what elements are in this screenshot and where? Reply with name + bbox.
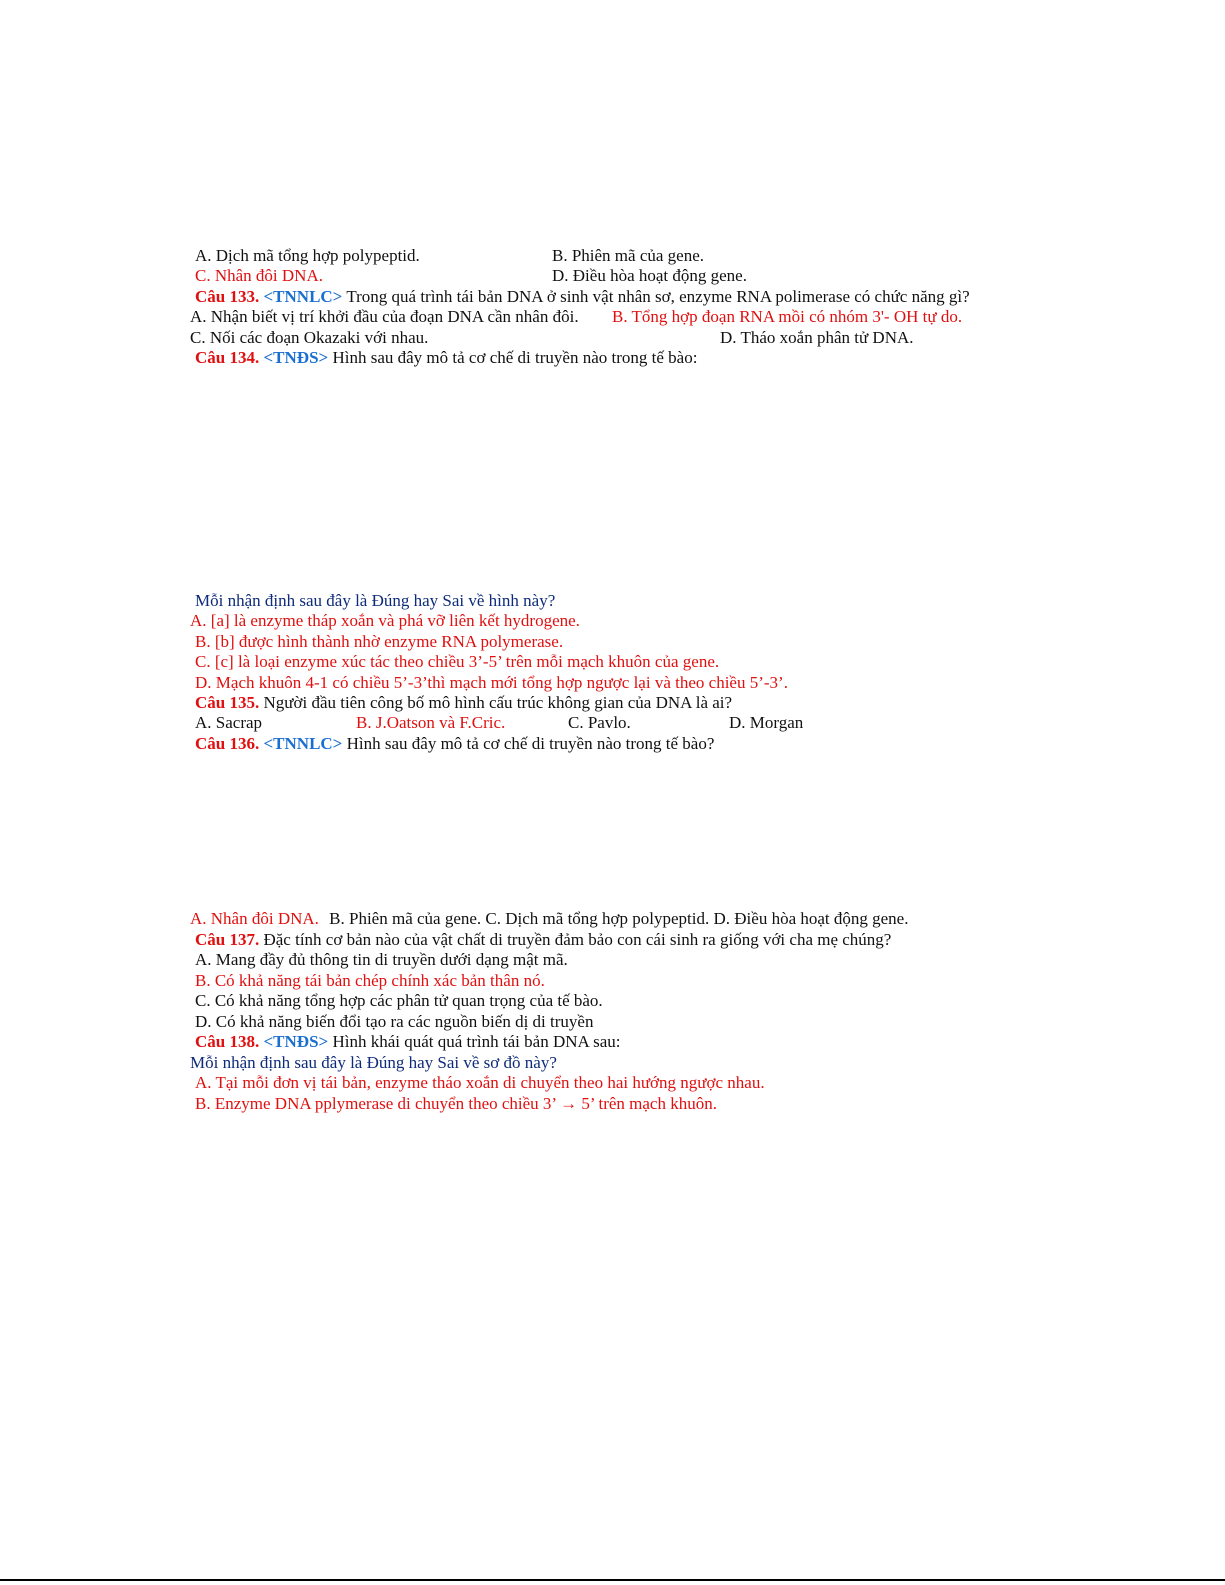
q133-question [195,287,970,307]
q133-option-d: D. Tháo xoắn phân tử DNA. [720,328,914,347]
q135-option-b: B. J.Oatson và F.Cric. [356,713,506,732]
q136-option-a: A. Nhân đôi DNA. [190,909,319,928]
q138-tag: <TNĐS> [263,1032,329,1051]
q136-tag: <TNNLC> [263,734,343,753]
q135-number: Câu 135. [195,693,260,712]
q134-number: Câu 134. [195,348,260,367]
q136-number: Câu 136. [195,734,260,753]
q137-option-b: B. Có khả năng tái bản chép chính xác bản thân nó. [195,971,545,990]
q133-option-b: B. Tổng hợp đoạn RNA mồi có nhóm 3'- OH tự do. [612,307,963,326]
q134-statement-b: B. [b] được hình thành nhờ enzyme RNA polymerase. [195,632,564,651]
q133-tag: <TNNLC> [263,287,343,306]
q138-prompt: Mỗi nhận định sau đây là Đúng hay Sai về sơ đồ này? [190,1053,557,1072]
q132-option-a: A. Dịch mã tổng hợp polypeptid. [195,246,420,265]
q135-option-a: A. Sacrap [195,713,263,732]
q138-question [195,1032,620,1052]
q134-statement-c: C. [c] là loại enzyme xúc tác theo chiều 3’-5’ trên mỗi mạch khuôn của gene. [195,652,720,671]
q133-text: Trong quá trình tái bản DNA ở sinh vật nhân sơ, enzyme RNA polimerase có chức năng gì? [346,287,970,306]
q137-number: Câu 137. [195,930,260,949]
q137-option-a: A. Mang đầy đủ thông tin di truyền dưới dạng mật mã. [195,950,568,969]
q135-option-c: C. Pavlo. [568,713,631,732]
page-bottom-rule [0,1579,1225,1581]
q136-options-rest: B. Phiên mã của gene. C. Dịch mã tổng hợp polypeptid. D. Điều hòa hoạt động gene. [329,909,909,928]
q133-option-a: A. Nhận biết vị trí khởi đầu của đoạn DNA cần nhân đôi. [190,307,579,326]
q132-option-b: B. Phiên mã của gene. [552,246,705,265]
q138-statement-b: B. Enzyme DNA pplymerase di chuyển theo chiều 3’ → 5’ trên mạch khuôn. [195,1094,717,1113]
q137-option-c: C. Có khả năng tổng hợp các phân tử quan trọng của tế bào. [195,991,603,1010]
q135-question [195,693,732,713]
q137-text: Đặc tính cơ bản nào của vật chất di truyền đảm bảo con cái sinh ra giống với cha mẹ chúng? [263,930,892,949]
q136-options [190,909,908,929]
q134-statement-d: D. Mạch khuôn 4-1 có chiều 5’-3’thì mạch mới tổng hợp ngược lại và theo chiều 5’-3’. [195,673,788,692]
q135-option-d: D. Morgan [729,713,804,732]
q134-tag: <TNĐS> [263,348,329,367]
q138-text: Hình khái quát quá trình tái bản DNA sau: [332,1032,621,1051]
q135-text: Người đầu tiên công bố mô hình cấu trúc không gian của DNA là ai? [263,693,733,712]
q138-statement-a: A. Tại mỗi đơn vị tái bản, enzyme tháo xoắn di chuyển theo hai hướng ngược nhau. [195,1073,765,1092]
q134-statement-a: A. [a] là enzyme tháp xoắn và phá vỡ liên kết hydrogene. [190,611,580,630]
q132-option-d: D. Điều hòa hoạt động gene. [552,266,747,285]
q133-option-c: C. Nối các đoạn Okazaki với nhau. [190,328,429,347]
q133-number: Câu 133. [195,287,260,306]
q137-option-d: D. Có khả năng biến đổi tạo ra các nguồn biến dị di truyền [195,1012,594,1031]
q132-option-c: C. Nhân đôi DNA. [195,266,323,285]
q136-question [195,734,714,754]
q136-text: Hình sau đây mô tả cơ chế di truyền nào trong tế bào? [346,734,715,753]
q134-prompt: Mỗi nhận định sau đây là Đúng hay Sai về hình này? [195,591,556,610]
q138-number: Câu 138. [195,1032,260,1051]
q134-text: Hình sau đây mô tả cơ chế di truyền nào trong tế bào: [332,348,698,367]
q134-question [195,348,697,368]
q137-question [195,930,891,950]
